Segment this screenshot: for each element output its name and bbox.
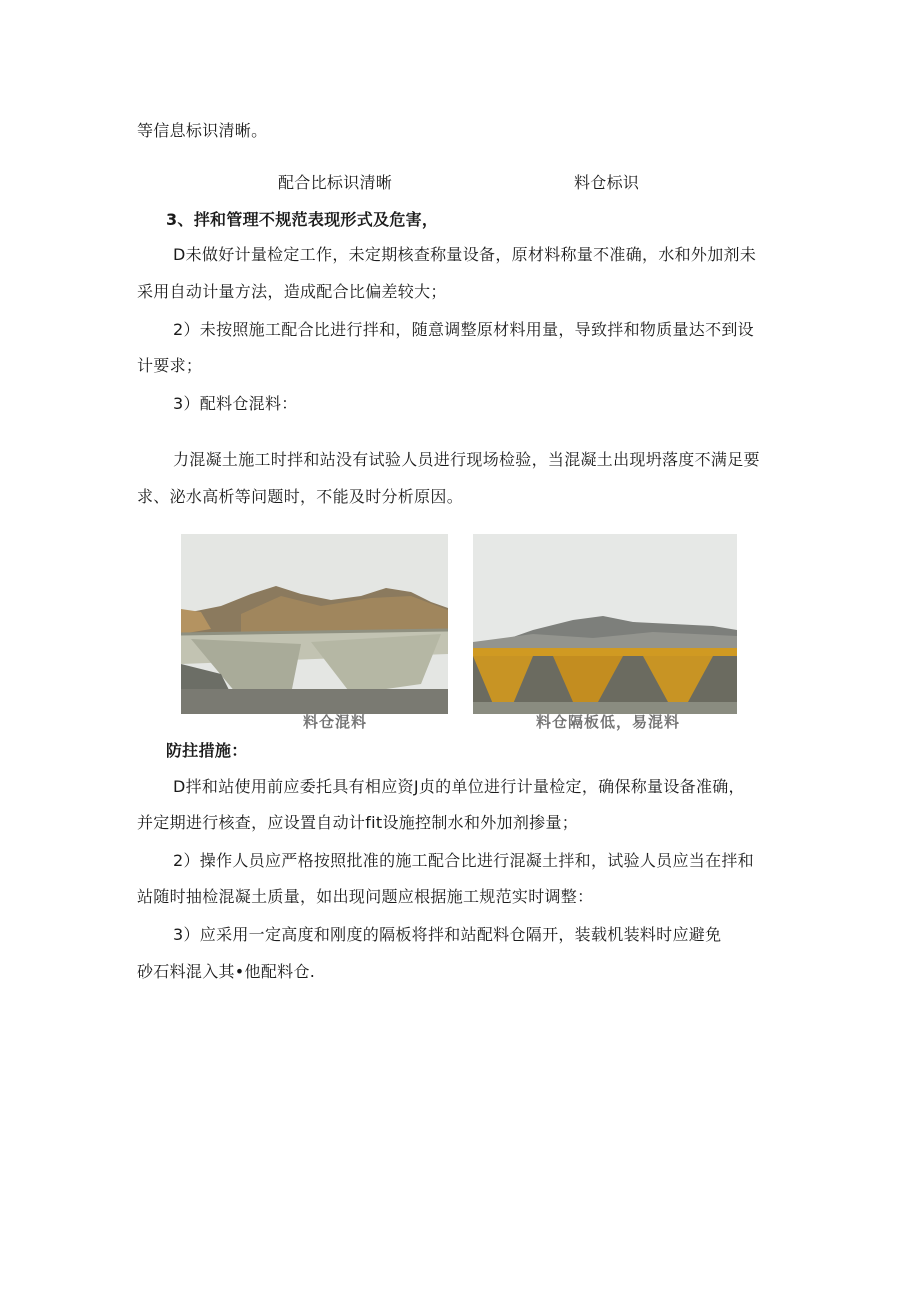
paragraph-line: 力混凝土施工时拌和站没有试验人员进行现场检验，当混凝土出现坍落度不满足要 xyxy=(173,450,760,469)
caption-bin-label: 料仓标识 xyxy=(574,173,640,192)
paragraph-line: 3）应采用一定高度和刚度的隔板将拌和站配料仓隔开，装载机装料时应避免 xyxy=(173,925,722,944)
paragraph-line: 3）配料仓混料： xyxy=(173,394,298,413)
paragraph-line: 并定期进行核查，应设置自动计fit设施控制水和外加剂掺量； xyxy=(137,813,579,832)
paragraph-line: 计要求； xyxy=(137,356,203,375)
photo-bin-mixing xyxy=(181,534,448,714)
paragraph-line: 砂石料混入其•他配料仓. xyxy=(137,962,316,981)
paragraph-line: 2）未按照施工配合比进行拌和，随意调整原材料用量，导致拌和物质量达不到设 xyxy=(173,320,754,339)
figure-caption-right: 料仓隔板低，易混料 xyxy=(536,713,681,731)
paragraph-line: D拌和站使用前应委托具有相应资J贞的单位进行计量检定，确保称量设备准确， xyxy=(173,777,745,796)
paragraph-line: 站随时抽检混凝土质量，如出现问题应根据施工规范实时调整： xyxy=(137,887,594,906)
section-heading: 3、拌和管理不规范表现形式及危害， xyxy=(166,210,439,229)
section-heading: 防拄措施： xyxy=(166,741,248,760)
photo-low-partition xyxy=(473,534,737,714)
caption-mix-ratio: 配合比标识清晰 xyxy=(278,173,393,192)
paragraph-line: D未做好计量检定工作，未定期核查称量设备，原材料称量不准确，水和外加剂未 xyxy=(173,245,757,264)
text-line: 等信息标识清晰。 xyxy=(137,121,268,140)
paragraph-line: 求、泌水高析等问题时，不能及时分析原因。 xyxy=(137,487,464,506)
photo-low-partition-image xyxy=(473,534,737,714)
paragraph-line: 2）操作人员应严格按照批准的施工配合比进行混凝土拌和，试验人员应当在拌和 xyxy=(173,851,754,870)
photo-bin-mixing-image xyxy=(181,534,448,714)
figure-caption-left: 料仓混料 xyxy=(303,713,368,731)
paragraph-line: 采用自动计量方法，造成配合比偏差较大； xyxy=(137,282,447,301)
